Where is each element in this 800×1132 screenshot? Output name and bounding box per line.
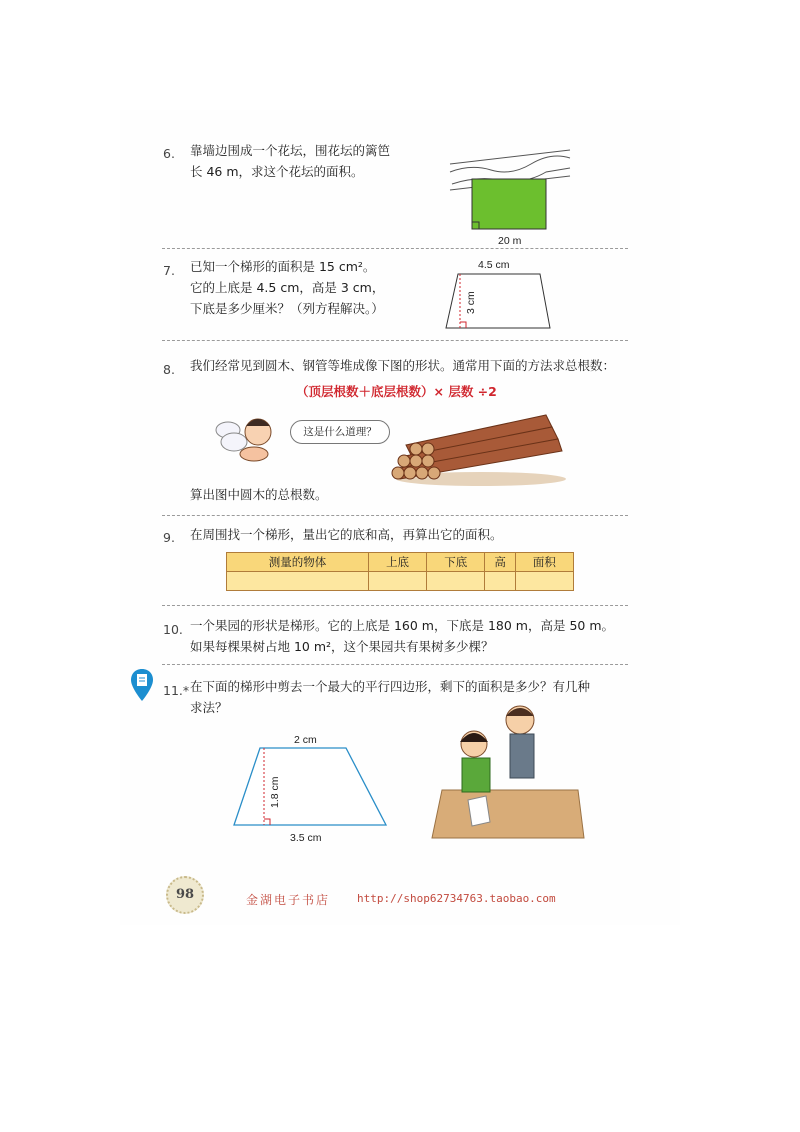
q7-text-line2: 它的上底是 4.5 cm，高是 3 cm， bbox=[190, 280, 385, 295]
q9-text-line1: 在周围找一个梯形，量出它的底和高，再算出它的面积。 bbox=[190, 527, 503, 542]
q8-text-line2: 算出图中圆木的总根数。 bbox=[190, 487, 328, 502]
q7-number: 7. bbox=[163, 263, 175, 278]
q7-trapezoid-figure bbox=[444, 256, 574, 336]
angel-cartoon bbox=[214, 408, 284, 468]
table-header-cell: 下底 bbox=[427, 553, 485, 572]
q6-garden-figure bbox=[446, 142, 586, 252]
table-header-cell: 高 bbox=[485, 553, 515, 572]
separator bbox=[162, 248, 628, 249]
q11-height-label: 1.8 cm bbox=[269, 776, 281, 808]
q11-top-label: 2 cm bbox=[294, 734, 317, 746]
table-header-cell: 上底 bbox=[368, 553, 426, 572]
q11-trapezoid-figure bbox=[228, 730, 398, 845]
table-cell bbox=[368, 572, 426, 591]
document-marker-icon[interactable] bbox=[130, 668, 154, 702]
children-cutting-paper-image bbox=[428, 700, 588, 845]
q8-number: 8. bbox=[163, 362, 175, 377]
q9-number: 9. bbox=[163, 530, 175, 545]
q6-width-label: 20 m bbox=[498, 235, 522, 247]
q8-formula: （顶层根数＋底层根数）× 层数 ÷2 bbox=[296, 384, 497, 399]
footer-url[interactable]: http://shop62734763.taobao.com bbox=[357, 892, 556, 905]
q10-text-line1: 一个果园的形状是梯形。它的上底是 160 m，下底是 180 m，高是 50 m。 bbox=[190, 618, 614, 633]
table-cell bbox=[515, 572, 573, 591]
table-row bbox=[227, 572, 574, 591]
separator bbox=[162, 340, 628, 341]
q7-top-label: 4.5 cm bbox=[478, 259, 510, 271]
q11-number: 11.* bbox=[163, 683, 190, 698]
q7-trapezoid bbox=[446, 274, 550, 328]
table-cell bbox=[427, 572, 485, 591]
q7-text-line3: 下底是多少厘米？（列方程解决。） bbox=[190, 301, 384, 316]
q10-text-line2: 如果每棵果树占地 10 m²，这个果园共有果树多少棵？ bbox=[190, 639, 494, 654]
q6-number: 6. bbox=[163, 146, 175, 161]
table-header-cell: 面积 bbox=[515, 553, 573, 572]
speech-bubble: 这是什么道理？ bbox=[290, 420, 390, 444]
q7-height-label: 3 cm bbox=[465, 291, 477, 314]
separator bbox=[162, 605, 628, 606]
q7-text-line1: 已知一个梯形的面积是 15 cm²。 bbox=[190, 259, 376, 274]
footer-brand: 金湖电子书店 bbox=[246, 893, 331, 907]
q6-text-line2: 长 46 m，求这个花坛的面积。 bbox=[190, 164, 364, 179]
log-pile-image bbox=[386, 405, 566, 485]
q10-number: 10. bbox=[163, 622, 183, 637]
textbook-page bbox=[120, 110, 680, 925]
table-header-row bbox=[227, 553, 574, 572]
q11-text-line1: 在下面的梯形中剪去一个最大的平行四边形，剩下的面积是多少？有几种 bbox=[190, 679, 591, 694]
measurement-table bbox=[226, 552, 574, 591]
q11-bottom-label: 3.5 cm bbox=[290, 832, 322, 844]
table-cell bbox=[227, 572, 369, 591]
q6-text-line1: 靠墙边围成一个花坛，围花坛的篱笆 bbox=[190, 143, 391, 158]
q11-text-line2: 求法？ bbox=[190, 700, 228, 715]
separator bbox=[162, 664, 628, 665]
q11-trapezoid bbox=[234, 748, 386, 825]
page-number: 98 bbox=[166, 876, 204, 914]
separator bbox=[162, 515, 628, 516]
garden-rectangle bbox=[472, 179, 546, 229]
table-header-cell: 测量的物体 bbox=[227, 553, 369, 572]
table-cell bbox=[485, 572, 515, 591]
q8-text-line1: 我们经常见到圆木、钢管等堆成像下图的形状。通常用下面的方法求总根数： bbox=[190, 358, 616, 373]
